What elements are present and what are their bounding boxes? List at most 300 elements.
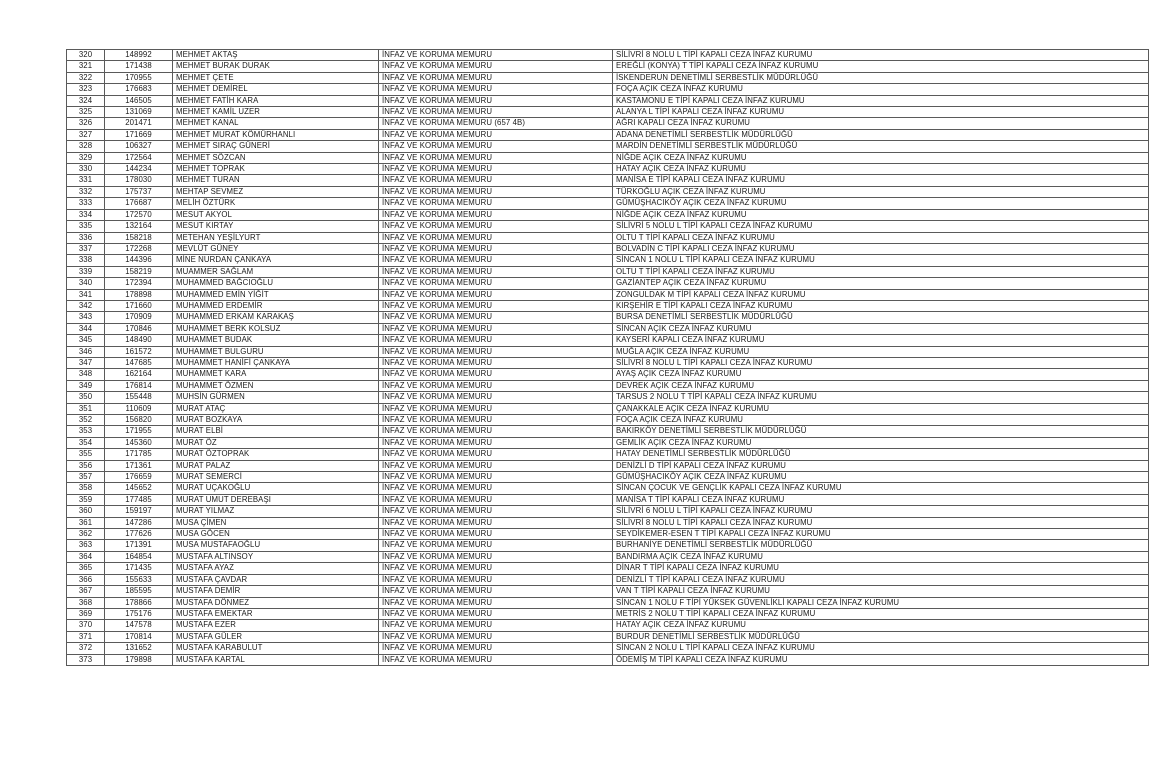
- institution-cell: SEYDİKEMER-ESEN T TİPİ KAPALI CEZA İNFAZ KURUMU: [613, 529, 1149, 540]
- registry-number-cell: 147286: [105, 517, 173, 528]
- registry-number-cell: 156820: [105, 415, 173, 426]
- registry-number-cell: 162164: [105, 369, 173, 380]
- table-row: [67, 300, 1149, 311]
- registry-number-cell: 144396: [105, 255, 173, 266]
- title-cell: İNFAZ VE KORUMA MEMURU: [379, 643, 613, 654]
- row-number-cell: 363: [67, 540, 105, 551]
- row-number-cell: 340: [67, 278, 105, 289]
- full-name-cell: MEHMET FATİH KARA: [173, 95, 379, 106]
- institution-cell: BURDUR DENETİMLİ SERBESTLİK MÜDÜRLÜĞÜ: [613, 631, 1149, 642]
- row-number-cell: 364: [67, 551, 105, 562]
- row-number-cell: 341: [67, 289, 105, 300]
- table-row: [67, 312, 1149, 323]
- title-cell: İNFAZ VE KORUMA MEMURU: [379, 95, 613, 106]
- full-name-cell: MUSTAFA DEMİR: [173, 586, 379, 597]
- row-number-cell: 337: [67, 243, 105, 254]
- institution-cell: GÜMÜŞHACIKÖY AÇIK CEZA İNFAZ KURUMU: [613, 198, 1149, 209]
- registry-number-cell: 161572: [105, 346, 173, 357]
- registry-number-cell: 176687: [105, 198, 173, 209]
- registry-number-cell: 176659: [105, 472, 173, 483]
- registry-number-cell: 170955: [105, 72, 173, 83]
- title-cell: İNFAZ VE KORUMA MEMURU: [379, 278, 613, 289]
- title-cell: İNFAZ VE KORUMA MEMURU: [379, 141, 613, 152]
- institution-cell: GAZİANTEP AÇIK CEZA İNFAZ KURUMU: [613, 278, 1149, 289]
- institution-cell: ADANA DENETİMLİ SERBESTLİK MÜDÜRLÜĞÜ: [613, 129, 1149, 140]
- title-cell: İNFAZ VE KORUMA MEMURU: [379, 608, 613, 619]
- full-name-cell: MEHMET BURAK DURAK: [173, 61, 379, 72]
- table-row: [67, 175, 1149, 186]
- full-name-cell: MUHAMMED BAĞCIOĞLU: [173, 278, 379, 289]
- row-number-cell: 366: [67, 574, 105, 585]
- registry-number-cell: 171438: [105, 61, 173, 72]
- row-number-cell: 354: [67, 437, 105, 448]
- row-number-cell: 330: [67, 164, 105, 175]
- full-name-cell: MEHMET TOPRAK: [173, 164, 379, 175]
- table-row: [67, 654, 1149, 665]
- institution-cell: MUĞLA AÇIK CEZA İNFAZ KURUMU: [613, 346, 1149, 357]
- title-cell: İNFAZ VE KORUMA MEMURU: [379, 426, 613, 437]
- full-name-cell: METEHAN YEŞİLYURT: [173, 232, 379, 243]
- full-name-cell: MEHTAP SEVMEZ: [173, 186, 379, 197]
- registry-number-cell: 178866: [105, 597, 173, 608]
- row-number-cell: 338: [67, 255, 105, 266]
- full-name-cell: MİNE NURDAN ÇANKAYA: [173, 255, 379, 266]
- table-body: [67, 50, 1149, 666]
- row-number-cell: 371: [67, 631, 105, 642]
- title-cell: İNFAZ VE KORUMA MEMURU: [379, 563, 613, 574]
- personnel-table: [66, 49, 1149, 666]
- full-name-cell: MEHMET SÖZCAN: [173, 152, 379, 163]
- institution-cell: SİNCAN AÇIK CEZA İNFAZ KURUMU: [613, 323, 1149, 334]
- institution-cell: EREĞLİ (KONYA) T TİPİ KAPALI CEZA İNFAZ KURUMU: [613, 61, 1149, 72]
- registry-number-cell: 106327: [105, 141, 173, 152]
- title-cell: İNFAZ VE KORUMA MEMURU: [379, 403, 613, 414]
- institution-cell: BAKIRKÖY DENETİMLİ SERBESTLİK MÜDÜRLÜĞÜ: [613, 426, 1149, 437]
- institution-cell: MANİSA E TİPİ KAPALI CEZA İNFAZ KURUMU: [613, 175, 1149, 186]
- institution-cell: DEVREK AÇIK CEZA İNFAZ KURUMU: [613, 380, 1149, 391]
- row-number-cell: 326: [67, 118, 105, 129]
- registry-number-cell: 171785: [105, 449, 173, 460]
- full-name-cell: MURAT PALAZ: [173, 460, 379, 471]
- table-row: [67, 392, 1149, 403]
- row-number-cell: 365: [67, 563, 105, 574]
- institution-cell: KAYSERİ KAPALI CEZA İNFAZ KURUMU: [613, 335, 1149, 346]
- full-name-cell: MUSA MUSTAFAOĞLU: [173, 540, 379, 551]
- full-name-cell: MUSTAFA GÜLER: [173, 631, 379, 642]
- table-row: [67, 426, 1149, 437]
- title-cell: İNFAZ VE KORUMA MEMURU (657 4B): [379, 118, 613, 129]
- title-cell: İNFAZ VE KORUMA MEMURU: [379, 312, 613, 323]
- registry-number-cell: 178030: [105, 175, 173, 186]
- institution-cell: AĞRI KAPALI CEZA İNFAZ KURUMU: [613, 118, 1149, 129]
- row-number-cell: 373: [67, 654, 105, 665]
- institution-cell: GEMLİK AÇIK CEZA İNFAZ KURUMU: [613, 437, 1149, 448]
- full-name-cell: MUHAMMET KARA: [173, 369, 379, 380]
- table-row: [67, 460, 1149, 471]
- full-name-cell: MUSTAFA AYAZ: [173, 563, 379, 574]
- institution-cell: BURHANİYE DENETİMLİ SERBESTLİK MÜDÜRLÜĞÜ: [613, 540, 1149, 551]
- full-name-cell: MURAT YILMAZ: [173, 506, 379, 517]
- registry-number-cell: 201471: [105, 118, 173, 129]
- table-row: [67, 437, 1149, 448]
- registry-number-cell: 158218: [105, 232, 173, 243]
- row-number-cell: 333: [67, 198, 105, 209]
- institution-cell: SİNCAN 1 NOLU F TİPİ YÜKSEK GÜVENLİKLİ KAPALI CEZA İNFAZ KURUMU: [613, 597, 1149, 608]
- full-name-cell: MEHMET KAMİL UZER: [173, 107, 379, 118]
- title-cell: İNFAZ VE KORUMA MEMURU: [379, 266, 613, 277]
- full-name-cell: MUHAMMED ERDEMİR: [173, 300, 379, 311]
- table-row: [67, 198, 1149, 209]
- title-cell: İNFAZ VE KORUMA MEMURU: [379, 540, 613, 551]
- title-cell: İNFAZ VE KORUMA MEMURU: [379, 50, 613, 61]
- table-row: [67, 551, 1149, 562]
- title-cell: İNFAZ VE KORUMA MEMURU: [379, 472, 613, 483]
- row-number-cell: 339: [67, 266, 105, 277]
- row-number-cell: 362: [67, 529, 105, 540]
- registry-number-cell: 145360: [105, 437, 173, 448]
- table-row: [67, 129, 1149, 140]
- full-name-cell: MUHAMMET ÖZMEN: [173, 380, 379, 391]
- row-number-cell: 352: [67, 415, 105, 426]
- row-number-cell: 359: [67, 494, 105, 505]
- title-cell: İNFAZ VE KORUMA MEMURU: [379, 335, 613, 346]
- registry-number-cell: 172564: [105, 152, 173, 163]
- registry-number-cell: 131652: [105, 643, 173, 654]
- row-number-cell: 360: [67, 506, 105, 517]
- full-name-cell: MUHAMMED EMİN YİĞİT: [173, 289, 379, 300]
- registry-number-cell: 131069: [105, 107, 173, 118]
- row-number-cell: 355: [67, 449, 105, 460]
- row-number-cell: 343: [67, 312, 105, 323]
- row-number-cell: 367: [67, 586, 105, 597]
- row-number-cell: 328: [67, 141, 105, 152]
- full-name-cell: MEHMET MURAT KÖMÜRHANLI: [173, 129, 379, 140]
- registry-number-cell: 170814: [105, 631, 173, 642]
- registry-number-cell: 171669: [105, 129, 173, 140]
- table-row: [67, 107, 1149, 118]
- registry-number-cell: 172268: [105, 243, 173, 254]
- row-number-cell: 332: [67, 186, 105, 197]
- table-row: [67, 152, 1149, 163]
- full-name-cell: MUSTAFA EMEKTAR: [173, 608, 379, 619]
- institution-cell: OLTU T TİPİ KAPALI CEZA İNFAZ KURUMU: [613, 232, 1149, 243]
- table-row: [67, 483, 1149, 494]
- title-cell: İNFAZ VE KORUMA MEMURU: [379, 175, 613, 186]
- table-row: [67, 186, 1149, 197]
- row-number-cell: 344: [67, 323, 105, 334]
- registry-number-cell: 132164: [105, 221, 173, 232]
- registry-number-cell: 144234: [105, 164, 173, 175]
- table-row: [67, 643, 1149, 654]
- table-row: [67, 209, 1149, 220]
- full-name-cell: MUSTAFA KARABULUT: [173, 643, 379, 654]
- registry-number-cell: 170909: [105, 312, 173, 323]
- registry-number-cell: 172394: [105, 278, 173, 289]
- title-cell: İNFAZ VE KORUMA MEMURU: [379, 380, 613, 391]
- full-name-cell: MUSA GÖCEN: [173, 529, 379, 540]
- registry-number-cell: 171660: [105, 300, 173, 311]
- institution-cell: SİLİVRİ 6 NOLU L TİPİ KAPALI CEZA İNFAZ KURUMU: [613, 506, 1149, 517]
- title-cell: İNFAZ VE KORUMA MEMURU: [379, 198, 613, 209]
- institution-cell: ALANYA L TİPİ KAPALI CEZA İNFAZ KURUMU: [613, 107, 1149, 118]
- table-row: [67, 449, 1149, 460]
- title-cell: İNFAZ VE KORUMA MEMURU: [379, 460, 613, 471]
- title-cell: İNFAZ VE KORUMA MEMURU: [379, 61, 613, 72]
- table-row: [67, 243, 1149, 254]
- registry-number-cell: 147685: [105, 357, 173, 368]
- full-name-cell: MURAT SEMERCİ: [173, 472, 379, 483]
- registry-number-cell: 171391: [105, 540, 173, 551]
- row-number-cell: 321: [67, 61, 105, 72]
- row-number-cell: 329: [67, 152, 105, 163]
- table-row: [67, 255, 1149, 266]
- table-row: [67, 50, 1149, 61]
- title-cell: İNFAZ VE KORUMA MEMURU: [379, 437, 613, 448]
- registry-number-cell: 178898: [105, 289, 173, 300]
- table-row: [67, 403, 1149, 414]
- full-name-cell: MUHAMMET BULGURU: [173, 346, 379, 357]
- row-number-cell: 369: [67, 608, 105, 619]
- table-row: [67, 141, 1149, 152]
- title-cell: İNFAZ VE KORUMA MEMURU: [379, 300, 613, 311]
- full-name-cell: MUHAMMED ERKAM KARAKAŞ: [173, 312, 379, 323]
- institution-cell: TÜRKOĞLU AÇIK CEZA İNFAZ KURUMU: [613, 186, 1149, 197]
- row-number-cell: 346: [67, 346, 105, 357]
- row-number-cell: 325: [67, 107, 105, 118]
- table-row: [67, 472, 1149, 483]
- full-name-cell: MURAT UMUT DEREBAŞI: [173, 494, 379, 505]
- registry-number-cell: 175737: [105, 186, 173, 197]
- institution-cell: DENİZLİ D TİPİ KAPALI CEZA İNFAZ KURUMU: [613, 460, 1149, 471]
- institution-cell: SİNCAN 2 NOLU L TİPİ KAPALI CEZA İNFAZ KURUMU: [613, 643, 1149, 654]
- institution-cell: DİNAR T TİPİ KAPALI CEZA İNFAZ KURUMU: [613, 563, 1149, 574]
- title-cell: İNFAZ VE KORUMA MEMURU: [379, 209, 613, 220]
- table-row: [67, 620, 1149, 631]
- title-cell: İNFAZ VE KORUMA MEMURU: [379, 255, 613, 266]
- registry-number-cell: 171955: [105, 426, 173, 437]
- registry-number-cell: 164854: [105, 551, 173, 562]
- row-number-cell: 351: [67, 403, 105, 414]
- institution-cell: HATAY DENETİMLİ SERBESTLİK MÜDÜRLÜĞÜ: [613, 449, 1149, 460]
- title-cell: İNFAZ VE KORUMA MEMURU: [379, 323, 613, 334]
- registry-number-cell: 172570: [105, 209, 173, 220]
- title-cell: İNFAZ VE KORUMA MEMURU: [379, 186, 613, 197]
- full-name-cell: MUSTAFA ÇAVDAR: [173, 574, 379, 585]
- registry-number-cell: 147578: [105, 620, 173, 631]
- table-row: [67, 540, 1149, 551]
- title-cell: İNFAZ VE KORUMA MEMURU: [379, 449, 613, 460]
- full-name-cell: MUHSİN GÜRMEN: [173, 392, 379, 403]
- institution-cell: NİĞDE AÇIK CEZA İNFAZ KURUMU: [613, 209, 1149, 220]
- registry-number-cell: 148490: [105, 335, 173, 346]
- row-number-cell: 358: [67, 483, 105, 494]
- row-number-cell: 331: [67, 175, 105, 186]
- full-name-cell: MEHMET KANAL: [173, 118, 379, 129]
- title-cell: İNFAZ VE KORUMA MEMURU: [379, 84, 613, 95]
- full-name-cell: MUHAMMET HANİFİ ÇANKAYA: [173, 357, 379, 368]
- full-name-cell: MESUT AKYOL: [173, 209, 379, 220]
- table-row: [67, 221, 1149, 232]
- institution-cell: BOLVADİN C TİPİ KAPALI CEZA İNFAZ KURUMU: [613, 243, 1149, 254]
- title-cell: İNFAZ VE KORUMA MEMURU: [379, 631, 613, 642]
- institution-cell: HATAY AÇIK CEZA İNFAZ KURUMU: [613, 620, 1149, 631]
- title-cell: İNFAZ VE KORUMA MEMURU: [379, 129, 613, 140]
- full-name-cell: MEHMET TURAN: [173, 175, 379, 186]
- title-cell: İNFAZ VE KORUMA MEMURU: [379, 506, 613, 517]
- registry-number-cell: 177626: [105, 529, 173, 540]
- row-number-cell: 372: [67, 643, 105, 654]
- full-name-cell: MEHMET AKTAŞ: [173, 50, 379, 61]
- table-row: [67, 61, 1149, 72]
- row-number-cell: 334: [67, 209, 105, 220]
- row-number-cell: 356: [67, 460, 105, 471]
- full-name-cell: MELİH ÖZTÜRK: [173, 198, 379, 209]
- institution-cell: İSKENDERUN DENETİMLİ SERBESTLİK MÜDÜRLÜĞÜ: [613, 72, 1149, 83]
- table-row: [67, 517, 1149, 528]
- title-cell: İNFAZ VE KORUMA MEMURU: [379, 243, 613, 254]
- title-cell: İNFAZ VE KORUMA MEMURU: [379, 415, 613, 426]
- full-name-cell: MUHAMMET BUDAK: [173, 335, 379, 346]
- table-row: [67, 118, 1149, 129]
- full-name-cell: MUSTAFA KARTAL: [173, 654, 379, 665]
- table-row: [67, 335, 1149, 346]
- institution-cell: GÜMÜŞHACIKÖY AÇIK CEZA İNFAZ KURUMU: [613, 472, 1149, 483]
- full-name-cell: MEHMET ÇETE: [173, 72, 379, 83]
- institution-cell: SİNCAN ÇOCUK VE GENÇLİK KAPALI CEZA İNFAZ KURUMU: [613, 483, 1149, 494]
- registry-number-cell: 110609: [105, 403, 173, 414]
- row-number-cell: 345: [67, 335, 105, 346]
- institution-cell: MARDİN DENETİMLİ SERBESTLİK MÜDÜRLÜĞÜ: [613, 141, 1149, 152]
- institution-cell: ÇANAKKALE AÇIK CEZA İNFAZ KURUMU: [613, 403, 1149, 414]
- full-name-cell: MEVLÜT GÜNEY: [173, 243, 379, 254]
- registry-number-cell: 176814: [105, 380, 173, 391]
- institution-cell: FOÇA AÇIK CEZA İNFAZ KURUMU: [613, 415, 1149, 426]
- row-number-cell: 342: [67, 300, 105, 311]
- row-number-cell: 324: [67, 95, 105, 106]
- institution-cell: KIRŞEHİR E TİPİ KAPALI CEZA İNFAZ KURUMU: [613, 300, 1149, 311]
- table-row: [67, 631, 1149, 642]
- full-name-cell: MUHAMMET BERK KOLSUZ: [173, 323, 379, 334]
- row-number-cell: 368: [67, 597, 105, 608]
- row-number-cell: 335: [67, 221, 105, 232]
- registry-number-cell: 185595: [105, 586, 173, 597]
- table-row: [67, 597, 1149, 608]
- institution-cell: SİLİVRİ 5 NOLU L TİPİ KAPALI CEZA İNFAZ KURUMU: [613, 221, 1149, 232]
- title-cell: İNFAZ VE KORUMA MEMURU: [379, 164, 613, 175]
- row-number-cell: 361: [67, 517, 105, 528]
- table-row: [67, 586, 1149, 597]
- table-row: [67, 95, 1149, 106]
- row-number-cell: 320: [67, 50, 105, 61]
- institution-cell: NİĞDE AÇIK CEZA İNFAZ KURUMU: [613, 152, 1149, 163]
- registry-number-cell: 179898: [105, 654, 173, 665]
- registry-number-cell: 177485: [105, 494, 173, 505]
- institution-cell: HATAY AÇIK CEZA İNFAZ KURUMU: [613, 164, 1149, 175]
- registry-number-cell: 159197: [105, 506, 173, 517]
- full-name-cell: MURAT ELBİ: [173, 426, 379, 437]
- title-cell: İNFAZ VE KORUMA MEMURU: [379, 221, 613, 232]
- title-cell: İNFAZ VE KORUMA MEMURU: [379, 152, 613, 163]
- title-cell: İNFAZ VE KORUMA MEMURU: [379, 586, 613, 597]
- full-name-cell: MURAT BOZKAYA: [173, 415, 379, 426]
- full-name-cell: MUSTAFA EZER: [173, 620, 379, 631]
- row-number-cell: 370: [67, 620, 105, 631]
- institution-cell: BANDIRMA AÇIK CEZA İNFAZ KURUMU: [613, 551, 1149, 562]
- institution-cell: MANİSA T TİPİ KAPALI CEZA İNFAZ KURUMU: [613, 494, 1149, 505]
- institution-cell: AYAŞ AÇIK CEZA İNFAZ KURUMU: [613, 369, 1149, 380]
- institution-cell: BURSA DENETİMLİ SERBESTLİK MÜDÜRLÜĞÜ: [613, 312, 1149, 323]
- registry-number-cell: 146505: [105, 95, 173, 106]
- table-row: [67, 289, 1149, 300]
- full-name-cell: MURAT ÖZTOPRAK: [173, 449, 379, 460]
- full-name-cell: MESUT KIRTAY: [173, 221, 379, 232]
- row-number-cell: 327: [67, 129, 105, 140]
- registry-number-cell: 176683: [105, 84, 173, 95]
- institution-cell: DENİZLİ T TİPİ KAPALI CEZA İNFAZ KURUMU: [613, 574, 1149, 585]
- row-number-cell: 322: [67, 72, 105, 83]
- title-cell: İNFAZ VE KORUMA MEMURU: [379, 483, 613, 494]
- title-cell: İNFAZ VE KORUMA MEMURU: [379, 369, 613, 380]
- institution-cell: ÖDEMİŞ M TİPİ KAPALI CEZA İNFAZ KURUMU: [613, 654, 1149, 665]
- row-number-cell: 323: [67, 84, 105, 95]
- row-number-cell: 348: [67, 369, 105, 380]
- title-cell: İNFAZ VE KORUMA MEMURU: [379, 597, 613, 608]
- full-name-cell: MURAT UÇAKOĞLU: [173, 483, 379, 494]
- title-cell: İNFAZ VE KORUMA MEMURU: [379, 620, 613, 631]
- table-row: [67, 346, 1149, 357]
- registry-number-cell: 170846: [105, 323, 173, 334]
- title-cell: İNFAZ VE KORUMA MEMURU: [379, 529, 613, 540]
- row-number-cell: 336: [67, 232, 105, 243]
- table-row: [67, 369, 1149, 380]
- title-cell: İNFAZ VE KORUMA MEMURU: [379, 107, 613, 118]
- table-row: [67, 574, 1149, 585]
- title-cell: İNFAZ VE KORUMA MEMURU: [379, 494, 613, 505]
- full-name-cell: MUSA ÇİMEN: [173, 517, 379, 528]
- registry-number-cell: 155448: [105, 392, 173, 403]
- row-number-cell: 353: [67, 426, 105, 437]
- table-row: [67, 323, 1149, 334]
- title-cell: İNFAZ VE KORUMA MEMURU: [379, 232, 613, 243]
- institution-cell: ZONGULDAK M TİPİ KAPALI CEZA İNFAZ KURUMU: [613, 289, 1149, 300]
- registry-number-cell: 158219: [105, 266, 173, 277]
- full-name-cell: MUSTAFA ALTINSOY: [173, 551, 379, 562]
- row-number-cell: 357: [67, 472, 105, 483]
- title-cell: İNFAZ VE KORUMA MEMURU: [379, 72, 613, 83]
- full-name-cell: MURAT ÖZ: [173, 437, 379, 448]
- full-name-cell: MEHMET SIRAÇ GÜNERİ: [173, 141, 379, 152]
- title-cell: İNFAZ VE KORUMA MEMURU: [379, 289, 613, 300]
- table-row: [67, 506, 1149, 517]
- table-row: [67, 608, 1149, 619]
- table-row: [67, 164, 1149, 175]
- institution-cell: METRİS 2 NOLU T TİPİ KAPALI CEZA İNFAZ KURUMU: [613, 608, 1149, 619]
- full-name-cell: MUSTAFA DÖNMEZ: [173, 597, 379, 608]
- table-row: [67, 278, 1149, 289]
- institution-cell: FOÇA AÇIK CEZA İNFAZ KURUMU: [613, 84, 1149, 95]
- title-cell: İNFAZ VE KORUMA MEMURU: [379, 357, 613, 368]
- row-number-cell: 350: [67, 392, 105, 403]
- table-row: [67, 380, 1149, 391]
- registry-number-cell: 145652: [105, 483, 173, 494]
- table-row: [67, 529, 1149, 540]
- row-number-cell: 349: [67, 380, 105, 391]
- title-cell: İNFAZ VE KORUMA MEMURU: [379, 551, 613, 562]
- registry-number-cell: 148992: [105, 50, 173, 61]
- institution-cell: SİNCAN 1 NOLU L TİPİ KAPALI CEZA İNFAZ KURUMU: [613, 255, 1149, 266]
- table-row: [67, 266, 1149, 277]
- table-row: [67, 357, 1149, 368]
